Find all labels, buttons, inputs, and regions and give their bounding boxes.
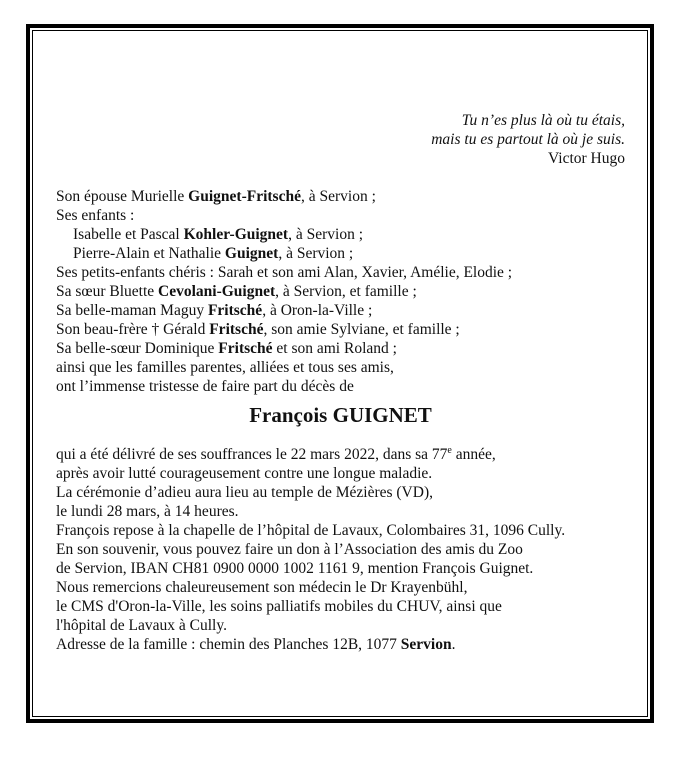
funeral-details-lines [56,445,625,654]
deceased-name-heading: François GUIGNET [249,403,432,427]
text-line: Isabelle et Pascal Kohler-Guignet, à Servion ; [73,226,363,243]
memorial-quote [56,111,625,168]
text-line: Sa belle-sœur Dominique Fritsché et son ami Roland ; [56,340,397,357]
outer-border-frame [26,24,654,723]
text-line: qui a été délivré de ses souffrances le 22 mars 2022, dans sa 77e année, [56,444,496,463]
text-line: Sa belle-maman Maguy Fritsché, à Oron-la-Ville ; [56,302,373,319]
text-line: ont l’immense tristesse de faire part du décès de [56,378,354,395]
text-line: ainsi que les familles parentes, alliées et tous ses amis, [56,359,394,376]
text-line: Pierre-Alain et Nathalie Guignet, à Servion ; [73,245,354,262]
family-announcement-lines [56,187,625,396]
text-line: le CMS d'Oron-la-Ville, les soins palliatifs mobiles du CHUV, ainsi que [56,598,502,615]
obituary-content [33,31,647,716]
text-line: Son épouse Murielle Guignet-Fritsché, à Servion ; [56,188,376,205]
text-line: La cérémonie d’adieu aura lieu au temple de Mézières (VD), [56,484,433,501]
text-line: le lundi 28 mars, à 14 heures. [56,503,239,520]
text-line: Ses enfants : [56,207,135,224]
text-line: Nous remercions chaleureusement son médecin le Dr Krayenbühl, [56,579,468,596]
text-line: de Servion, IBAN CH81 0900 0000 1002 1161 9, mention François Guignet. [56,560,534,577]
text-line: Ses petits-enfants chéris : Sarah et son ami Alan, Xavier, Amélie, Elodie ; [56,264,513,281]
text-line: François repose à la chapelle de l’hôpital de Lavaux, Colombaires 31, 1096 Cully. [56,522,566,539]
text-line: Adresse de la famille : chemin des Planches 12B, 1077 Servion. [56,636,456,653]
text-line: l'hôpital de Lavaux à Cully. [56,617,227,634]
text-line: En son souvenir, vous pouvez faire un don à l’Association des amis du Zoo [56,541,523,558]
text-line: Son beau-frère † Gérald Fritsché, son amie Sylviane, et famille ; [56,321,460,338]
text-line: après avoir lutté courageusement contre une longue maladie. [56,465,433,482]
quote-line-2: mais tu es partout là où je suis. [431,131,625,148]
quote-attribution: Victor Hugo [548,150,625,167]
quote-line-1: Tu n’es plus là où tu étais, [461,112,625,129]
inner-border-frame [32,30,648,717]
text-line: Sa sœur Bluette Cevolani-Guignet, à Servion, et famille ; [56,283,417,300]
